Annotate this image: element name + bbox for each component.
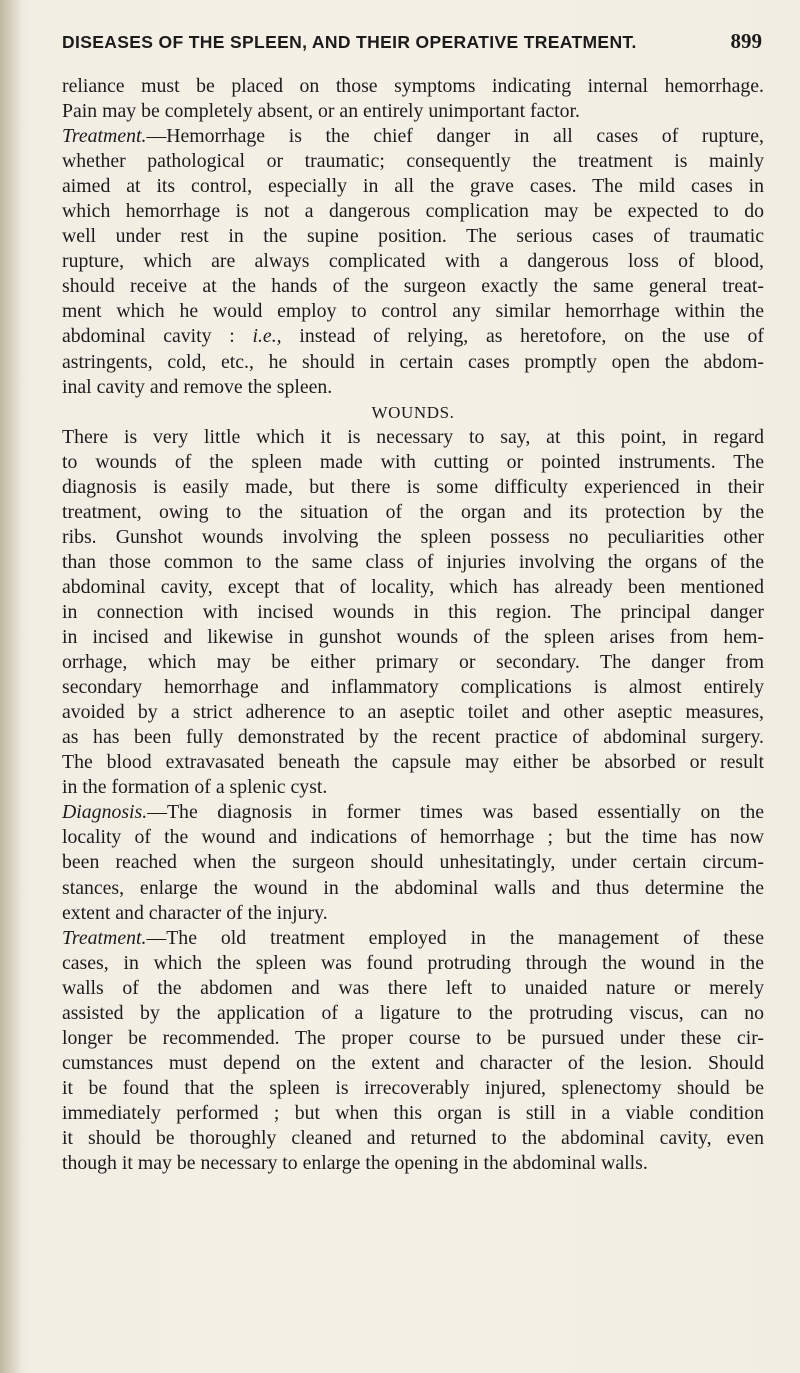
line-text: —The diagnosis in former times was based essentially on the — [147, 801, 764, 824]
line-text: astringents, cold, etc., he should in certain cases promptly open the abdom- — [62, 350, 764, 373]
line-text: it be found that the spleen is irrecoverably injured, splenectomy should be — [62, 1076, 764, 1099]
page-gutter-shadow — [0, 0, 22, 1373]
text-line — [62, 725, 764, 750]
text-line — [62, 901, 764, 926]
line-text: avoided by a strict adherence to an aseptic toilet and other aseptic measures, — [62, 701, 764, 724]
text-line — [62, 425, 764, 450]
line-text: rupture, which are always complicated with a dangerous loss of blood, — [62, 250, 764, 273]
italic-run-in-heading: Treatment. — [62, 125, 147, 148]
text-line — [62, 825, 764, 850]
line-text: in connection with incised wounds in this region. The principal danger — [62, 600, 764, 623]
line-text: though it may be necessary to enlarge the opening in the abdominal walls. — [62, 1152, 648, 1175]
text-line — [62, 1126, 764, 1151]
text-line — [62, 550, 764, 575]
text-line — [62, 575, 764, 600]
text-line — [62, 149, 764, 174]
section-heading: WOUNDS. — [371, 402, 455, 422]
line-text: abdominal cavity : — [62, 325, 253, 348]
text-line — [62, 199, 764, 224]
line-text: in the formation of a splenic cyst. — [62, 776, 328, 799]
line-text: There is very little which it is necessary to say, at this point, in regard — [62, 425, 764, 448]
line-text: reliance must be placed on those symptoms indicating internal hemorrhage. — [62, 75, 764, 97]
line-text: should receive at the hands of the surgeon exactly the same general treat- — [62, 275, 764, 298]
text-line — [62, 850, 764, 875]
text-line — [62, 1001, 764, 1026]
text-line — [62, 124, 764, 149]
running-title: DISEASES OF THE SPLEEN, AND THEIR OPERATIVE TREATMENT. — [62, 32, 637, 52]
text-line — [62, 174, 764, 199]
line-text: —Hemorrhage is the chief danger in all cases of rupture, — [146, 125, 764, 148]
text-line — [62, 500, 764, 525]
page-number: 899 — [730, 29, 762, 53]
line-text: which hemorrhage is not a dangerous complication may be expected to do — [62, 200, 764, 223]
line-text: locality of the wound and indications of hemorrhage ; but the time has now — [62, 826, 764, 849]
text-line — [62, 1101, 764, 1126]
italic-abbreviation: i.e., — [252, 325, 282, 348]
text-line — [62, 700, 764, 725]
line-text: treatment, owing to the situation of the organ and its protection by the — [62, 500, 764, 523]
text-line — [62, 350, 764, 375]
text-line — [62, 375, 764, 400]
text-line — [62, 1076, 764, 1101]
text-line — [62, 74, 764, 99]
line-text: walls of the abdomen and was there left to unaided nature or merely — [62, 976, 764, 999]
text-line — [62, 600, 764, 625]
line-text: been reached when the surgeon should unhesitatingly, under certain circum- — [62, 851, 764, 874]
italic-run-in-heading: Diagnosis. — [62, 801, 148, 824]
line-text: than those common to the same class of injuries involving the organs of the — [62, 550, 764, 573]
text-line — [62, 1026, 764, 1051]
line-text: —The old treatment employed in the management of these — [146, 926, 764, 949]
line-text: assisted by the application of a ligature to the protruding viscus, can no — [62, 1001, 764, 1024]
line-text: secondary hemorrhage and inflammatory complications is almost entirely — [62, 676, 764, 699]
text-line — [62, 224, 764, 249]
text-line — [62, 450, 764, 475]
text-line — [62, 976, 764, 1001]
text-line — [62, 650, 764, 675]
line-text: abdominal cavity, except that of locality, which has already been mentioned — [62, 575, 764, 598]
text-line — [62, 525, 764, 550]
line-text: extent and character of the injury. — [62, 901, 328, 924]
text-line — [62, 324, 764, 349]
line-text: cumstances must depend on the extent and character of the lesion. Should — [62, 1051, 764, 1074]
text-line — [62, 951, 764, 976]
text-line — [62, 675, 764, 700]
line-text: well under rest in the supine position. The serious cases of traumatic — [62, 225, 764, 248]
text-line — [62, 1051, 764, 1076]
line-text: immediately performed ; but when this organ is still in a viable condition — [62, 1101, 764, 1124]
line-text: ment which he would employ to control any similar hemorrhage within the — [62, 300, 764, 323]
line-text: as has been fully demonstrated by the recent practice of abdominal surgery. — [62, 726, 764, 749]
line-text: orrhage, which may be either primary or secondary. The danger from — [62, 651, 764, 674]
line-text: diagnosis is easily made, but there is some difficulty experienced in their — [62, 475, 764, 498]
text-line — [62, 475, 764, 500]
line-text: longer be recommended. The proper course to be pursued under these cir- — [62, 1026, 764, 1049]
line-text: it should be thoroughly cleaned and returned to the abdominal cavity, even — [62, 1126, 764, 1149]
text-line — [62, 775, 764, 800]
line-text: in incised and likewise in gunshot wounds of the spleen arises from hem- — [62, 626, 764, 649]
text-line — [62, 750, 764, 775]
text-line — [62, 274, 764, 299]
running-header — [62, 29, 762, 54]
line-text: to wounds of the spleen made with cutting or pointed instruments. The — [62, 450, 764, 473]
text-line — [62, 299, 764, 324]
body-text — [62, 74, 764, 1176]
line-text-continued: instead of relying, as heretofore, on the use of — [281, 325, 765, 348]
text-line — [62, 926, 764, 951]
text-line — [62, 99, 764, 124]
line-text: ribs. Gunshot wounds involving the spleen possess no peculiarities other — [62, 525, 764, 548]
line-text: The blood extravasated beneath the capsule may either be absorbed or result — [62, 751, 764, 774]
text-line — [62, 625, 764, 650]
text-line — [62, 1151, 764, 1176]
line-text: Pain may be completely absent, or an entirely unimportant factor. — [62, 100, 581, 123]
text-line — [62, 800, 764, 825]
line-text: stances, enlarge the wound in the abdominal walls and thus determine the — [62, 876, 764, 899]
text-line — [62, 876, 764, 901]
italic-run-in-heading: Treatment. — [62, 926, 147, 949]
line-text: aimed at its control, especially in all the grave cases. The mild cases in — [62, 175, 764, 198]
text-line — [62, 249, 764, 274]
line-text: whether pathological or traumatic; consequently the treatment is mainly — [62, 150, 764, 173]
line-text: inal cavity and remove the spleen. — [62, 375, 333, 398]
line-text: cases, in which the spleen was found protruding through the wound in the — [62, 951, 764, 974]
